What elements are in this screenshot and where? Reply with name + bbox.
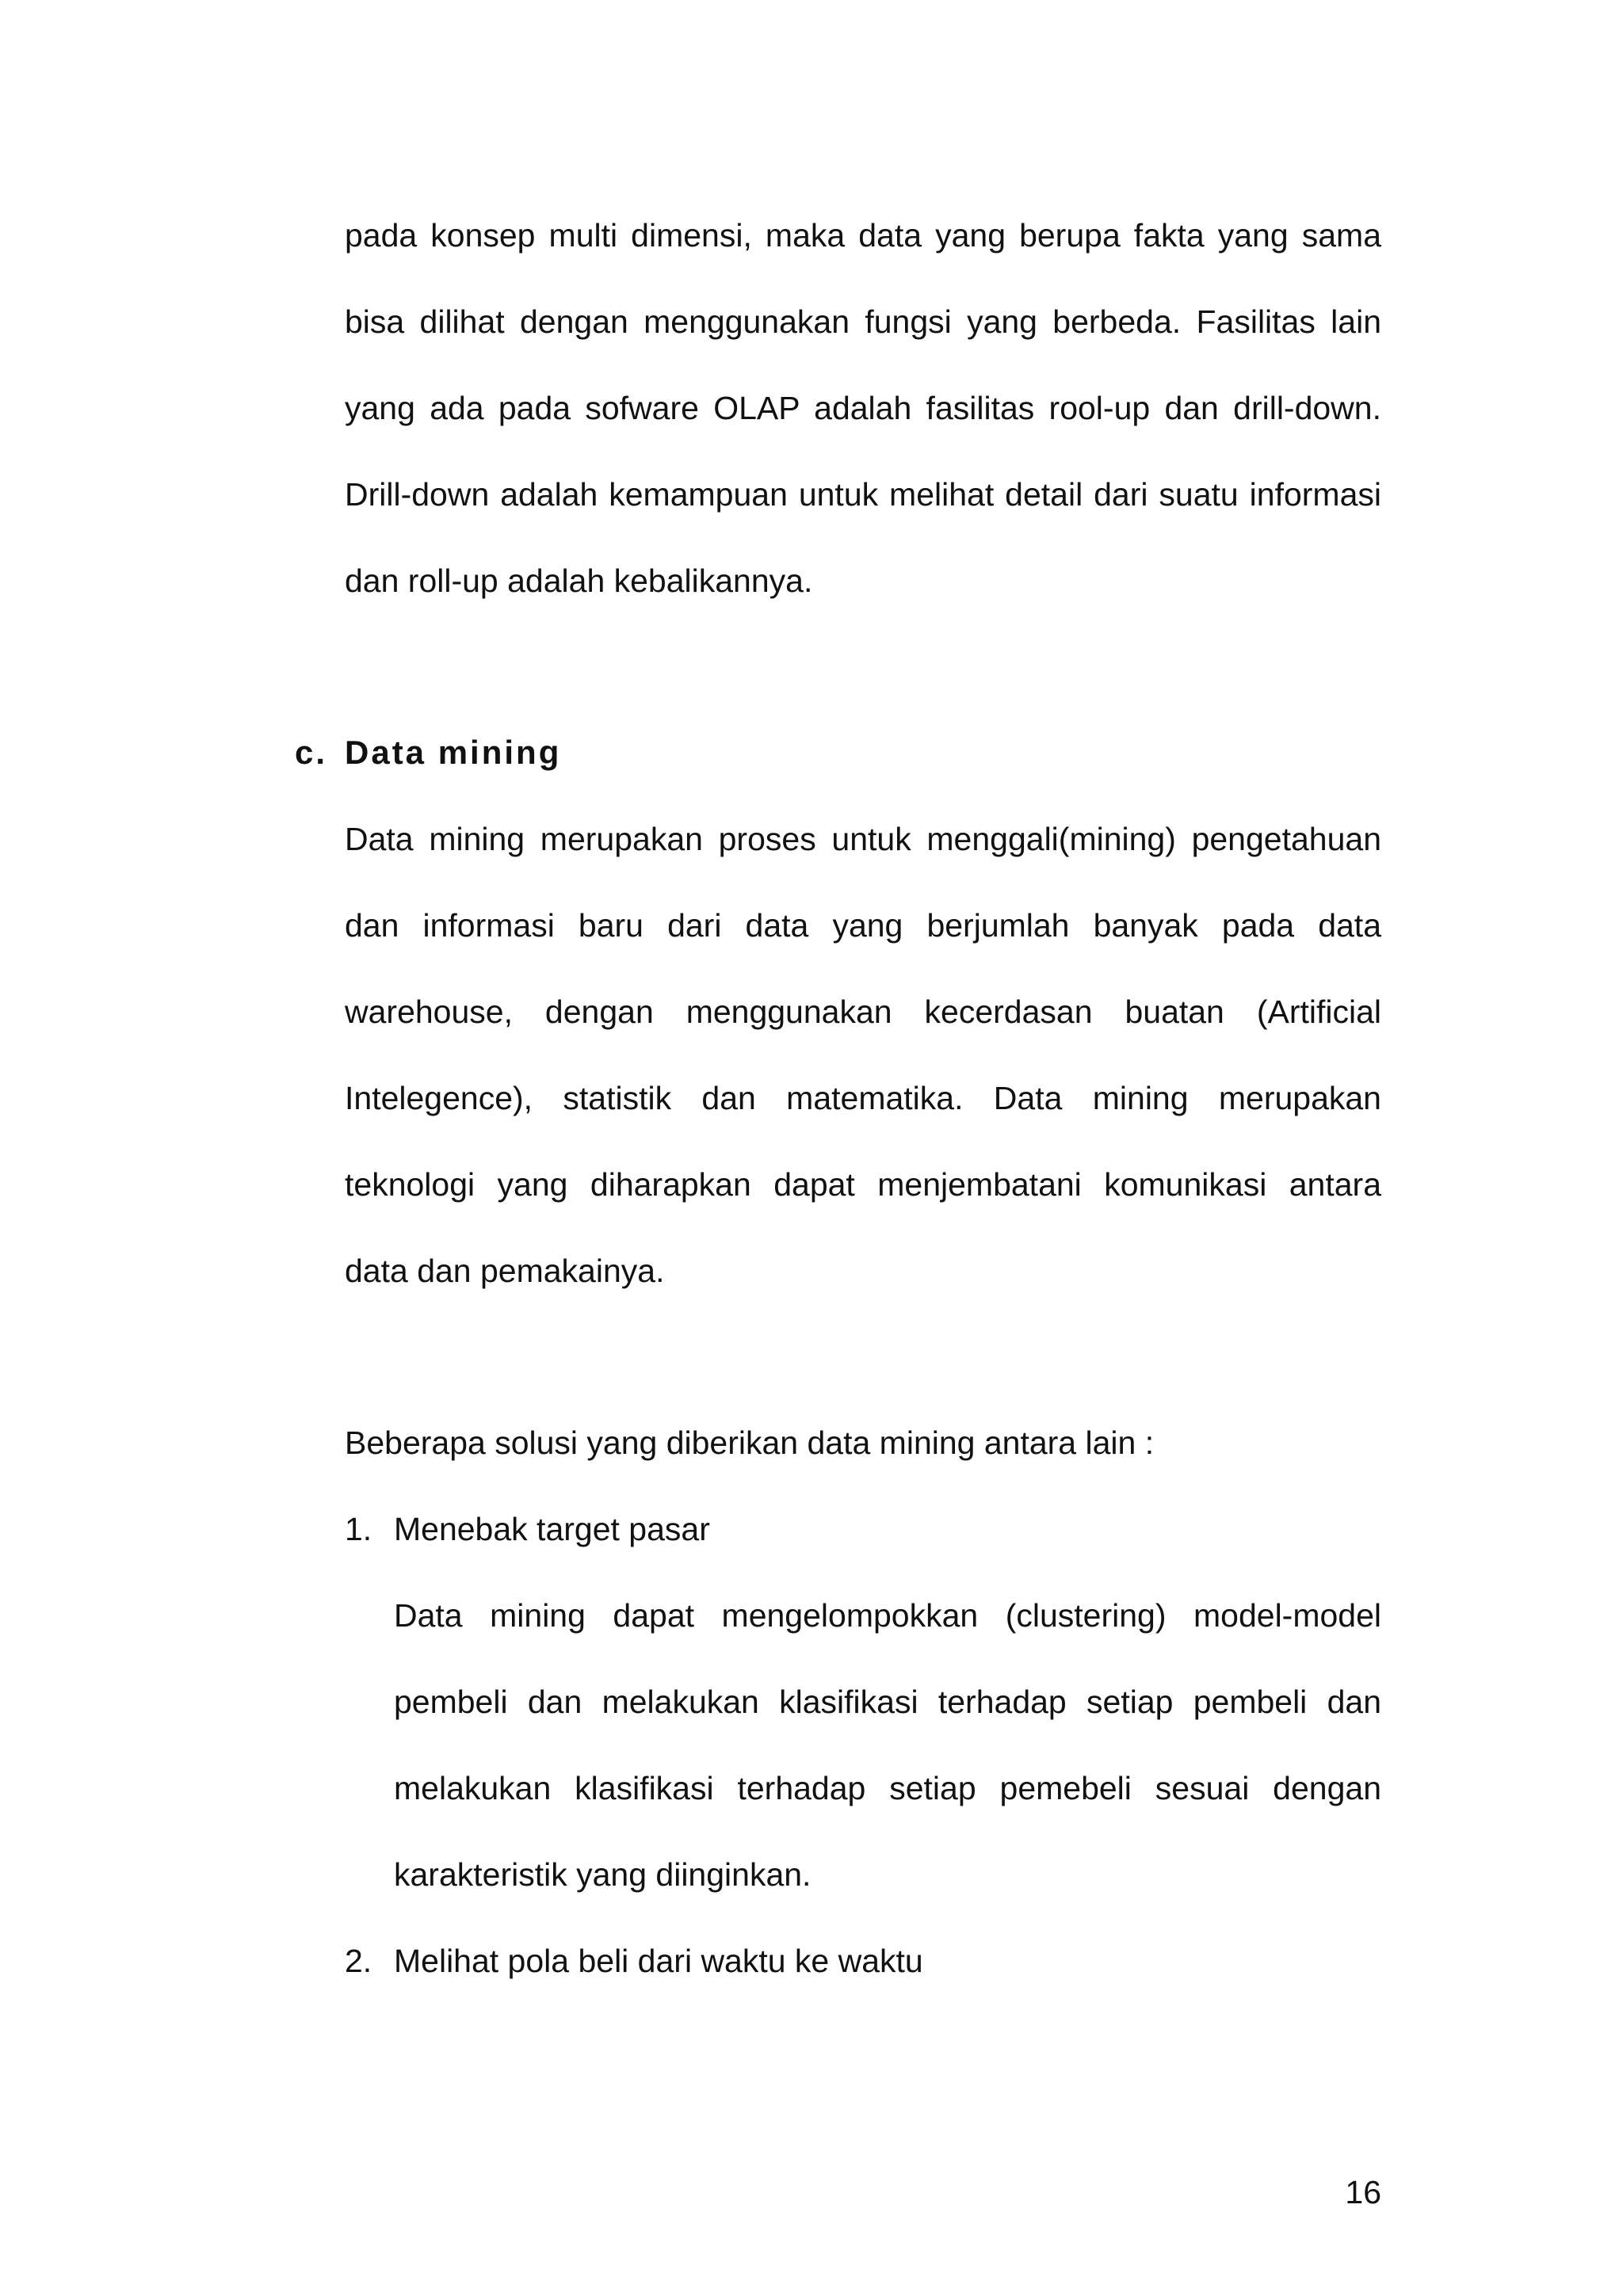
intro-line-3: yang ada pada sofware OLAP adalah fasilitas rool-up dan drill-down. (345, 390, 1381, 426)
section-line-2: dan informasi baru dari data yang berjumlah banyak pada data (345, 907, 1381, 944)
solutions-intro: Beberapa solusi yang diberikan data mining antara lain : (345, 1425, 1155, 1461)
intro-line-1: pada konsep multi dimensi, maka data yang berupa fakta yang sama (345, 217, 1381, 254)
section-title: Data mining (345, 734, 562, 771)
section-line-4: Intelegence), statistik dan matematika. Data mining merupakan (345, 1080, 1381, 1116)
list-number-2: 2. (345, 1943, 372, 1979)
section-line-1: Data mining merupakan proses untuk menggali(mining) pengetahuan (345, 821, 1381, 857)
list-1-body-line-1: Data mining dapat mengelompokkan (clustering) model-model (394, 1597, 1381, 1634)
list-1-body-line-3: melakukan klasifikasi terhadap setiap pemebeli sesuai dengan (394, 1770, 1381, 1806)
list-number-1: 1. (345, 1511, 372, 1547)
section-heading (295, 733, 561, 772)
list-item-1 (345, 1509, 710, 1549)
list-title-1: Menebak target pasar (394, 1511, 710, 1547)
list-1-body-line-2: pembeli dan melakukan klasifikasi terhadap setiap pembeli dan (394, 1684, 1381, 1720)
list-title-2: Melihat pola beli dari waktu ke waktu (394, 1943, 923, 1979)
intro-line-5: dan roll-up adalah kebalikannya. (345, 563, 813, 599)
list-item-2 (345, 1941, 923, 1981)
intro-line-4: Drill-down adalah kemampuan untuk melihat detail dari suatu informasi (345, 476, 1381, 513)
section-marker: c. (295, 734, 328, 771)
list-1-body-line-4: karakteristik yang diinginkan. (394, 1856, 812, 1893)
section-line-6: data dan pemakainya. (345, 1253, 665, 1289)
section-line-5: teknologi yang diharapkan dapat menjembatani komunikasi antara (345, 1166, 1381, 1203)
intro-line-2: bisa dilihat dengan menggunakan fungsi yang berbeda. Fasilitas lain (345, 303, 1381, 340)
page-number: 16 (1345, 2174, 1381, 2210)
section-line-3: warehouse, dengan menggunakan kecerdasan buatan (Artificial (345, 994, 1381, 1030)
